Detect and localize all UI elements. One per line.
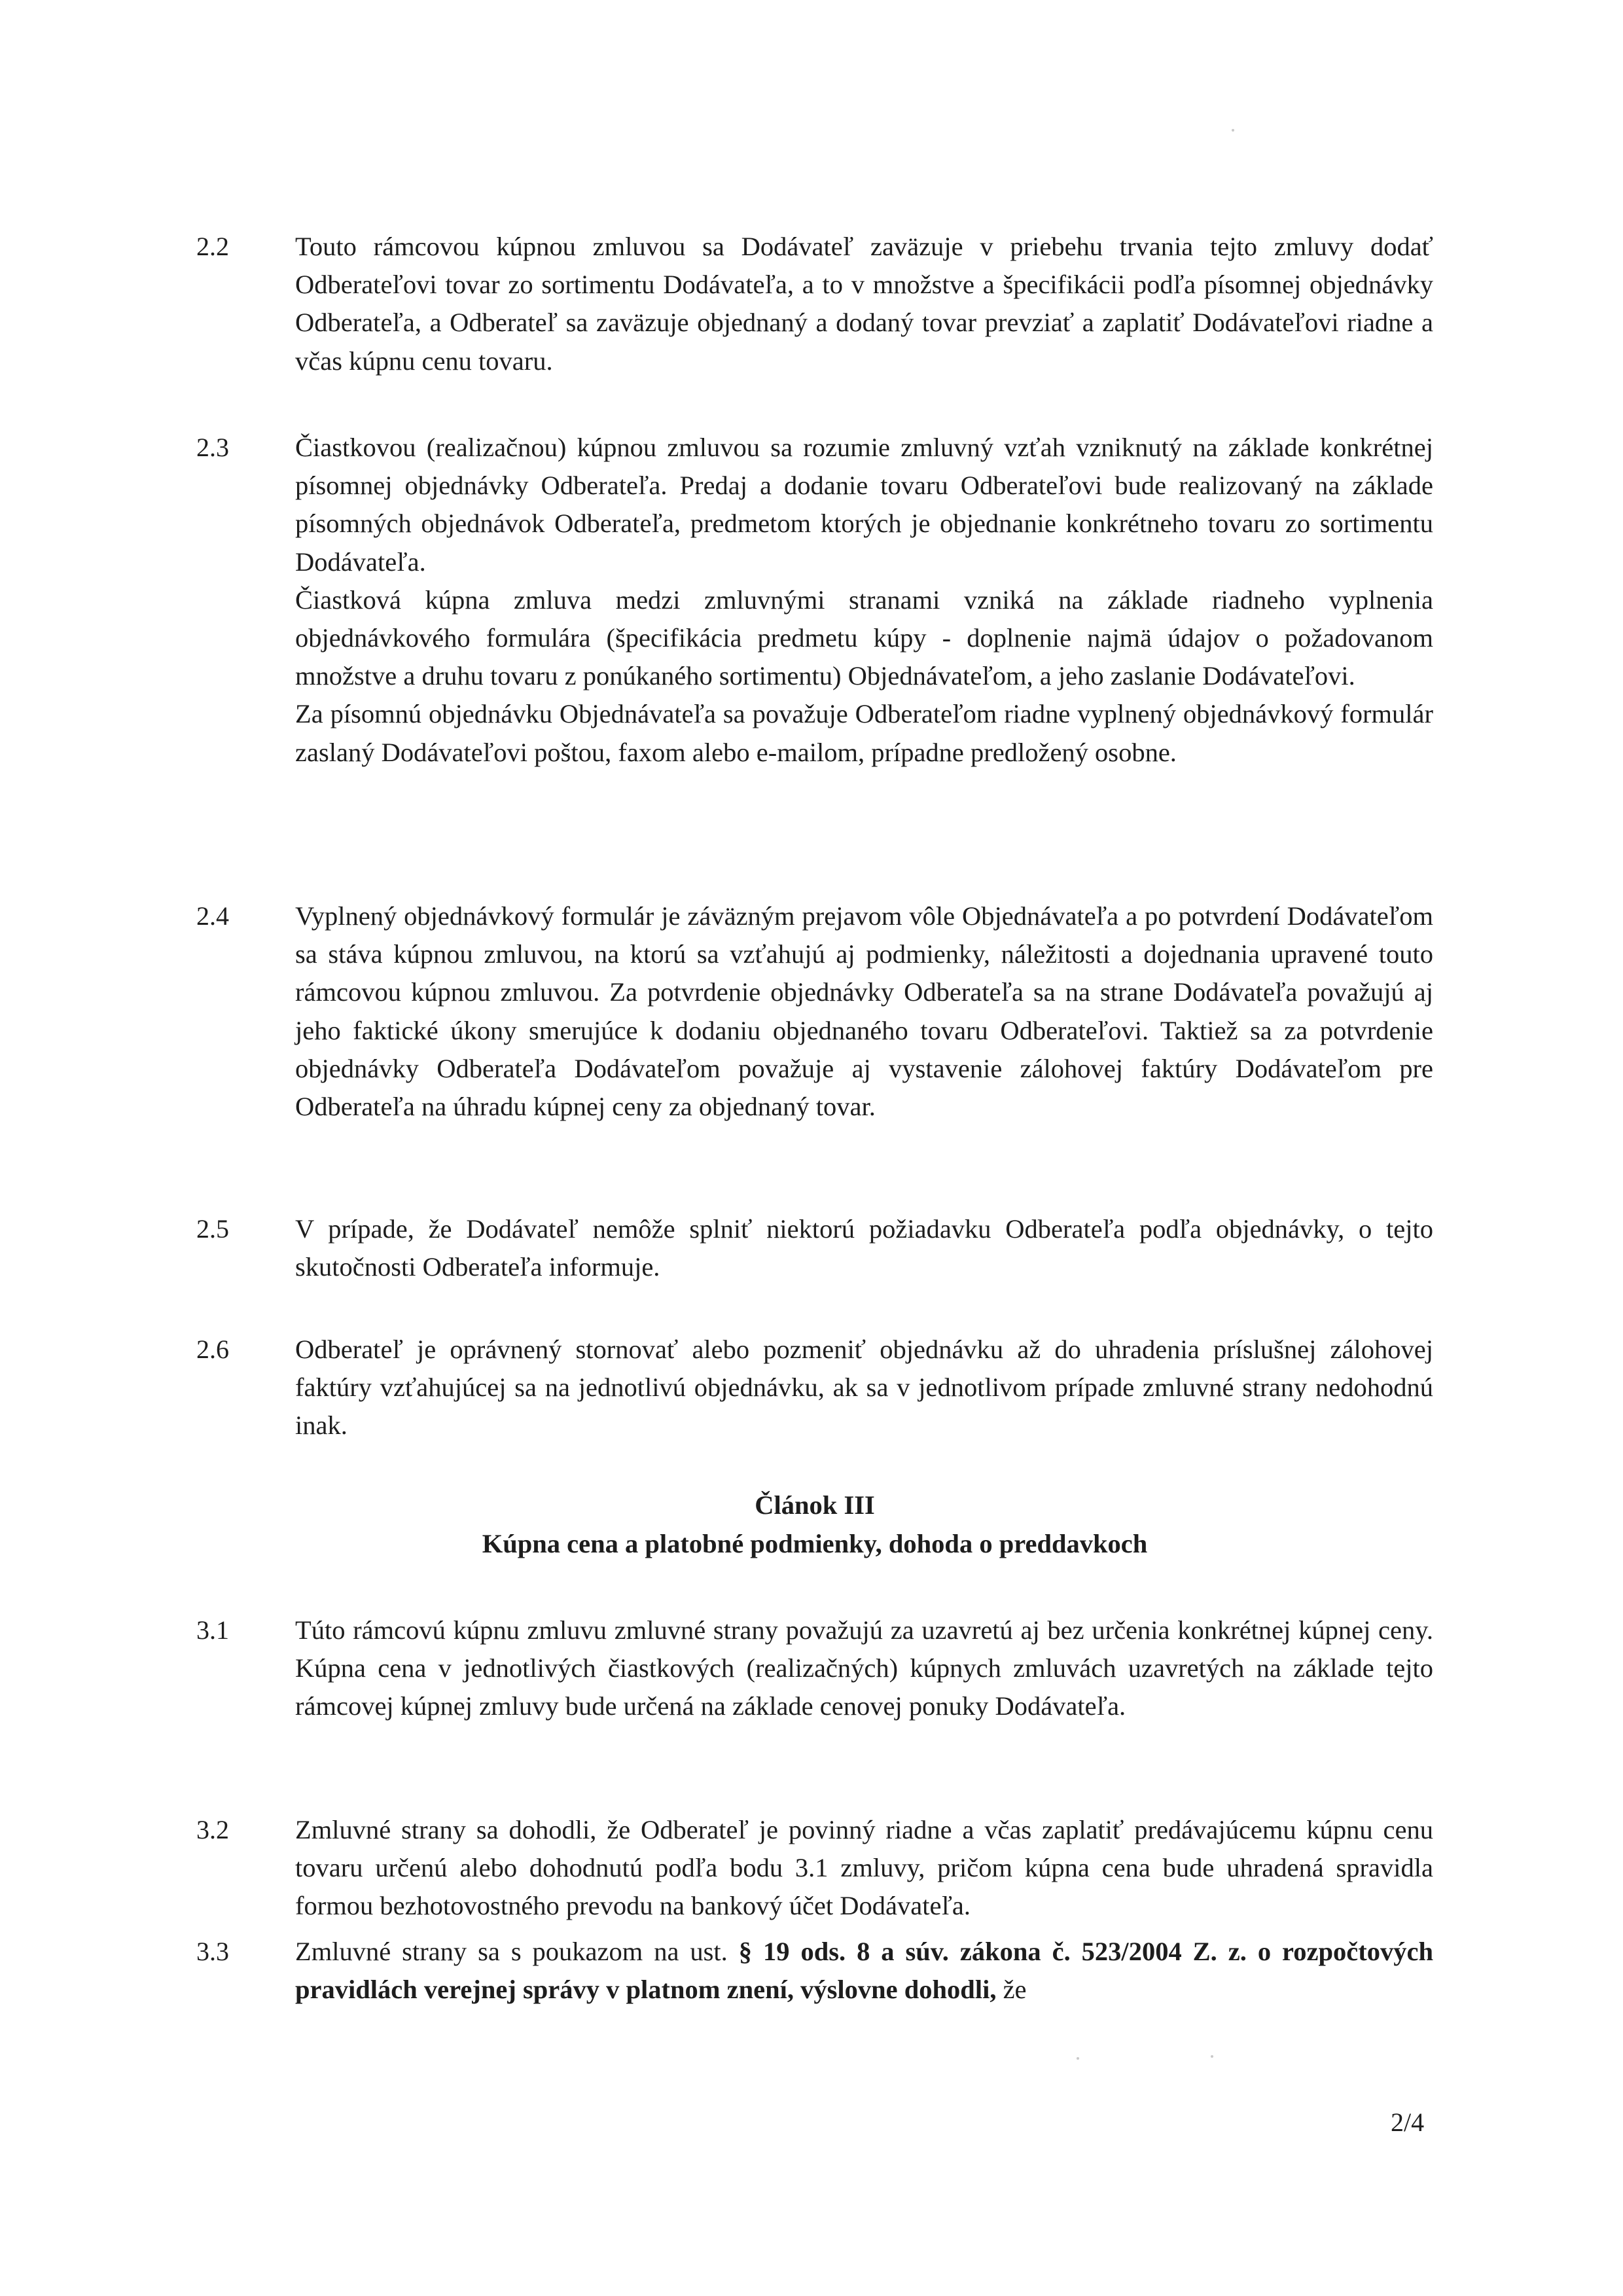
scan-speck: [1077, 2057, 1079, 2060]
article-subtitle: Kúpna cena a platobné podmienky, dohoda o preddavkoch: [482, 1529, 1148, 1558]
clause-number: 2.6: [196, 1335, 229, 1364]
clause-text-plain: že: [1003, 1975, 1027, 2005]
clause-number: 2.5: [196, 1214, 229, 1244]
clause-text: Túto rámcovú kúpnu zmluvu zmluvné strany považujú za uzavretú aj bez určenia konkrétnej kúpnej ceny. Kúpna cena v jednotlivých čiastkových (realizačných) kúpnych zmluvách uzavretých na základe tejto rámcovej kúpnej zmluvy bude určená na základe cenovej ponuky Dodávateľa.: [295, 1615, 1433, 1721]
clause-number: 2.4: [196, 901, 229, 931]
clause-text: Čiastkovou (realizačnou) kúpnou zmluvou sa rozumie zmluvný vzťah vzniknutý na základe konkrétnej písomnej objednávky Odberateľa. Predaj a dodanie tovaru Odberateľovi bude realizovaný na základe písomných objednávok Odberateľa, predmetom ktorých je objednanie konkrétneho tovaru zo sortimentu Dodávateľa.: [295, 433, 1433, 577]
clause-number: 3.1: [196, 1615, 229, 1645]
clause-text: Čiastková kúpna zmluva medzi zmluvnými stranami vzniká na základe riadneho vyplnenia objednávkového formulára (špecifikácia predmetu kúpy - doplnenie najmä údajov o požadovanom množstve a druhu tovaru z ponúkaného sortimentu) Objednávateľom, a jeho zaslanie Dodávateľovi.: [295, 584, 1433, 691]
clause-text: V prípade, že Dodávateľ nemôže splniť niektorú požiadavku Odberateľa podľa objednávky, o tejto skutočnosti Odberateľa informuje.: [295, 1214, 1433, 1282]
clause-number: 2.3: [196, 433, 229, 462]
clause-text: Vyplnený objednávkový formulár je záväzným prejavom vôle Objednávateľa a po potvrdení Dodávateľom sa stáva kúpnou zmluvou, na ktorú sa vzťahujú aj podmienky, náležitosti a dojednania upravené touto rámcovou kúpnou zmluvou. Za potvrdenie objednávky Odberateľa sa na strane Dodávateľa považujú aj jeho faktické úkony smerujúce k dodaniu objednaného tovaru Odberateľovi. Taktiež sa za potvrdenie objednávky Odberateľa Dodávateľom považuje aj vystavenie zálohovej faktúry Dodávateľom pre Odberateľa na úhradu kúpnej ceny za objednaný tovar.: [295, 901, 1433, 1122]
clause-number: 2.2: [196, 232, 229, 261]
clause-text: Touto rámcovou kúpnou zmluvou sa Dodávateľ zaväzuje v priebehu trvania tejto zmluvy dodať Odberateľovi tovar zo sortimentu Dodávateľa, a to v množstve a špecifikácii podľa písomnej objednávky Odberateľa, a Odberateľ sa zaväzuje objednaný a dodaný tovar prevziať a zaplatiť Dodávateľovi riadne a včas kúpnu cenu tovaru.: [295, 232, 1433, 376]
scan-speck: [1211, 2055, 1213, 2058]
page-number: 2/4: [1391, 2108, 1425, 2137]
law-reference: § 19 ods. 8 a súv. zákona č. 523/2004 Z. z. o rozpočtových pravidlách verejnej správy v platnom znení, výslovne dohodli,: [295, 1937, 1433, 2005]
scan-speck: [1232, 129, 1234, 132]
clause-text: Zmluvné strany sa dohodli, že Odberateľ je povinný riadne a včas zaplatiť predávajúcemu kúpnu cenu tovaru určenú alebo dohodnutú podľa bodu 3.1 zmluvy, pričom kúpna cena bude uhradená spravidla formou bezhotovostného prevodu na bankový účet Dodávateľa.: [295, 1815, 1433, 1921]
article-title: Článok III: [755, 1490, 875, 1520]
clause-text: Za písomnú objednávku Objednávateľa sa považuje Odberateľom riadne vyplnený objednávkový formulár zaslaný Dodávateľovi poštou, faxom alebo e-mailom, prípadne predložený osobne.: [295, 699, 1433, 767]
clause-number: 3.3: [196, 1937, 229, 1966]
clause-text-plain: Zmluvné strany sa s poukazom na ust.: [295, 1937, 728, 1966]
clause-number: 3.2: [196, 1815, 229, 1844]
clause-text: Odberateľ je oprávnený stornovať alebo pozmeniť objednávku až do uhradenia príslušnej zálohovej faktúry vzťahujúcej sa na jednotlivú objednávku, ak sa v jednotlivom prípade zmluvné strany nedohodnú inak.: [295, 1335, 1433, 1441]
clause-text: [295, 1933, 1433, 2009]
